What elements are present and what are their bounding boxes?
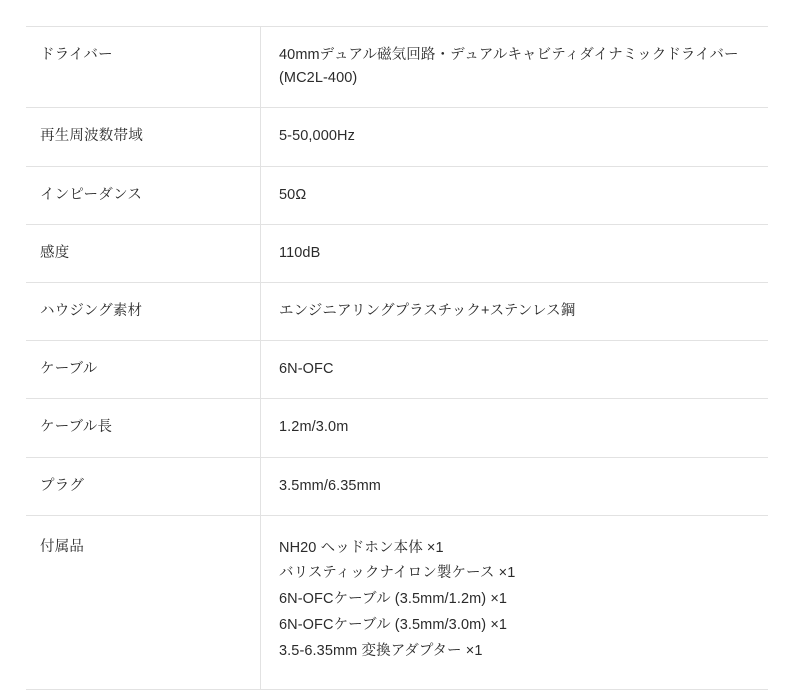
table-row: [26, 282, 768, 340]
value-line: 110dB: [279, 244, 321, 261]
spec-label-frequency-response: 再生周波数帯域: [26, 108, 261, 166]
table-row: [26, 27, 768, 108]
value-line: 5-50,000Hz: [279, 128, 355, 145]
table-row: [26, 515, 768, 689]
spec-label-accessories: 付属品: [26, 515, 261, 689]
spec-value-cable-length: [261, 399, 769, 457]
spec-value-cable: [261, 341, 769, 399]
table-row: [26, 341, 768, 399]
table-row: [26, 108, 768, 166]
spec-value-plug: [261, 457, 769, 515]
value-line: (MC2L-400): [279, 70, 358, 87]
table-row: [26, 457, 768, 515]
value-line: 40mmデュアル磁気回路・デュアルキャビティダイナミックドライバー: [279, 47, 739, 63]
table-row: [26, 399, 768, 457]
specifications-table: [26, 26, 768, 690]
spec-value-accessories: [261, 515, 769, 689]
value-line: 6N-OFCケーブル (3.5mm/1.2m) ×1: [279, 591, 508, 608]
value-line: エンジニアリングプラスチック+ステンレス鋼: [279, 302, 576, 319]
spec-label-plug: プラグ: [26, 457, 261, 515]
spec-value-sensitivity: [261, 224, 769, 282]
value-line: バリスティックナイロン製ケース ×1: [279, 565, 516, 582]
value-line: 50Ω: [279, 186, 307, 203]
value-line: 3.5mm/6.35mm: [279, 477, 381, 494]
value-line: 1.2m/3.0m: [279, 419, 349, 436]
spec-label-driver: ドライバー: [26, 27, 261, 108]
spec-table-body: [26, 27, 768, 690]
value-line: 3.5-6.35mm 変換アダプター ×1: [279, 642, 483, 659]
spec-label-impedance: インピーダンス: [26, 166, 261, 224]
spec-label-housing-material: ハウジング素材: [26, 282, 261, 340]
spec-value-impedance: [261, 166, 769, 224]
spec-value-housing-material: [261, 282, 769, 340]
table-row: [26, 224, 768, 282]
value-line: NH20 ヘッドホン本体 ×1: [279, 539, 444, 556]
spec-value-frequency-response: [261, 108, 769, 166]
spec-label-cable: ケーブル: [26, 341, 261, 399]
value-line: 6N-OFC: [279, 361, 334, 378]
spec-label-cable-length: ケーブル長: [26, 399, 261, 457]
value-line: 6N-OFCケーブル (3.5mm/3.0m) ×1: [279, 617, 508, 634]
table-row: [26, 166, 768, 224]
spec-label-sensitivity: 感度: [26, 224, 261, 282]
spec-value-driver: [261, 27, 769, 108]
